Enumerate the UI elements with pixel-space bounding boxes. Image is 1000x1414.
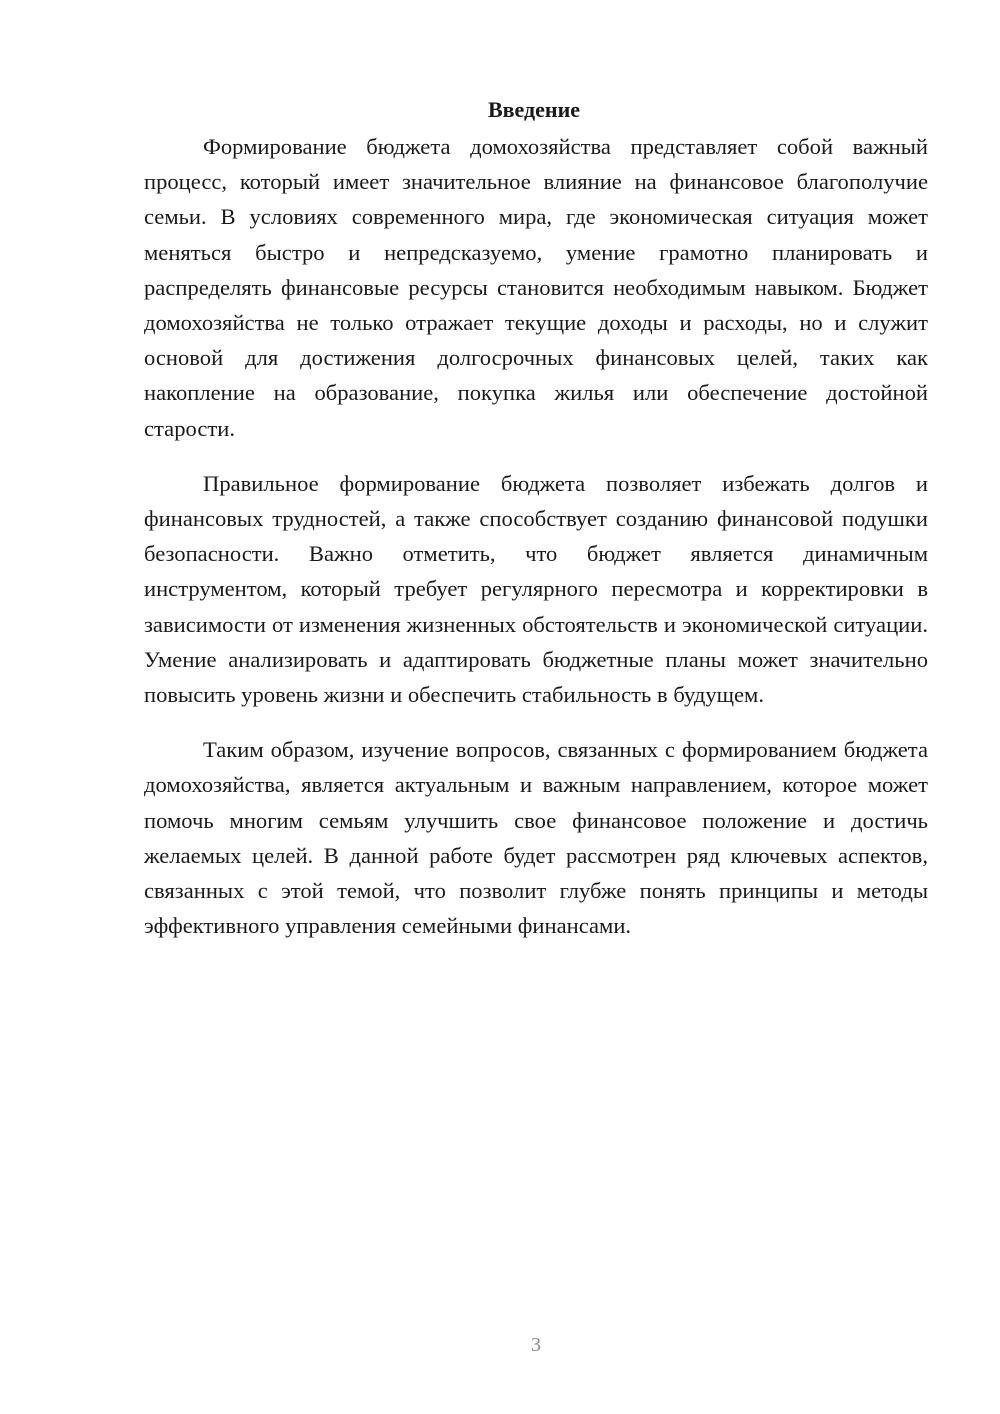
section-heading: Введение bbox=[487, 97, 581, 122]
paragraph-2: Правильное формирование бюджета позволяет избежать долгов и финансовых трудностей, а также способствует созданию финансовой подушки безопасности. Важно отметить, что бюджет является динамичным инструментом, который требует регулярного пересмотра и корректировки в зависимости от изменения жизненных обстоятельств и экономической ситуации. Умение анализировать и адаптировать бюджетные планы может значительно повысить уровень жизни и обеспечить стабильность в будущем. bbox=[144, 470, 928, 708]
paragraph-1: Формирование бюджета домохозяйства представляет собой важный процесс, который имеет значительное влияние на финансовое благополучие семьи. В условиях современного мира, где экономическая ситуация может меняться быстро и непредсказуемо, умение грамотно планировать и распределять финансовые ресурсы становится необходимым навыком. Бюджет домохозяйства не только отражает текущие доходы и расходы, но и служит основой для достижения долгосрочных финансовых целей, таких как накопление на образование, покупка жилья или обеспечение достойной старости. bbox=[144, 134, 928, 441]
page-number: 3 bbox=[531, 1334, 541, 1356]
document-body bbox=[144, 95, 928, 963]
paragraph-3: Таким образом, изучение вопросов, связанных с формированием бюджета домохозяйства, является актуальным и важным направлением, которое может помочь многим семьям улучшить свое финансовое положение и достичь желаемых целей. В данной работе будет рассмотрен ряд ключевых аспектов, связанных с этой темой, что позволит глубже понять принципы и методы эффективного управления семейными финансами. bbox=[144, 737, 928, 939]
